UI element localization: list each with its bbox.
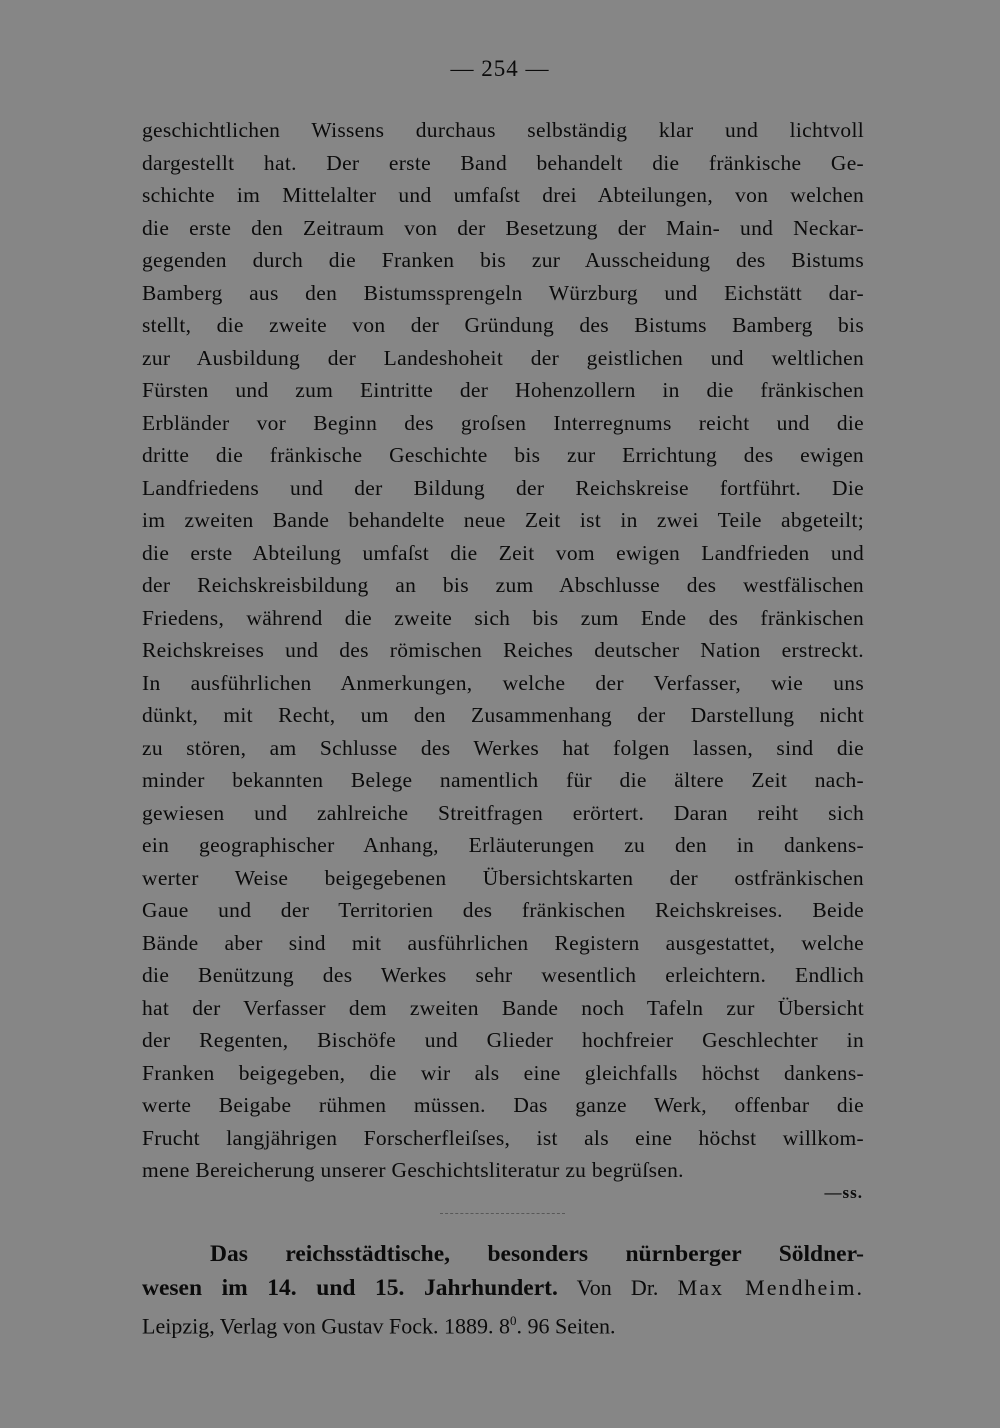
text-line: Friedens, während die zweite sich bis zum Ende des fränkischen (142, 605, 864, 630)
text-line-last: mene Bereicherung unserer Geschichtsliteratur zu begrüſsen. (142, 1158, 684, 1182)
book-title-line-1: Das reichsstädtische, besonders nürnberger Söldner- (210, 1241, 864, 1267)
page-count: . 96 Seiten. (516, 1313, 616, 1339)
publication-info: Leipzig, Verlag von Gustav Fock. 1889. 8 (142, 1313, 511, 1339)
book-title-bold: wesen im 14. und 15. Jahrhundert. (142, 1275, 558, 1301)
text-line: Frucht langjährigen Forscherfleiſses, ist als eine höchst willkom- (142, 1125, 864, 1150)
text-line: Bamberg aus den Bistumssprengeln Würzburg und Eichstätt dar- (142, 280, 864, 305)
text-line: Franken beigegeben, die wir als eine gleichfalls höchst dankens- (142, 1060, 864, 1085)
text-line: der Regenten, Bischöfe und Glieder hochfreier Geschlechter in (142, 1028, 864, 1052)
text-line: die erste Abteilung umfaſst die Zeit vom ewigen Landfrieden und (142, 540, 864, 565)
text-line: im zweiten Bande behandelte neue Zeit ist in zwei Teile abgeteilt; (142, 508, 864, 532)
text-line: werter Weise beigegebenen Übersichtskarten der ostfränkischen (142, 865, 864, 890)
reviewer-signature: —ss. (824, 1183, 863, 1202)
text-line: Landfriedens und der Bildung der Reichskreise fortführt. Die (142, 475, 864, 500)
author-prefix: Von Dr. (576, 1275, 659, 1300)
text-line: geschichtlichen Wissens durchaus selbständig klar und lichtvoll (142, 118, 864, 142)
text-line: der Reichskreisbildung an bis zum Abschlusse des westfälischen (142, 573, 864, 597)
text-line: die Benützung des Werkes sehr wesentlich erleichtern. Endlich (142, 963, 864, 987)
text-line: Fürsten und zum Eintritte der Hohenzollern in die fränkischen (142, 378, 864, 402)
text-line: dritte die fränkische Geschichte bis zur Errichtung des ewigen (142, 443, 864, 467)
text-line: dargestellt hat. Der erste Band behandelt die fränkische Ge- (142, 150, 864, 175)
text-line: stellt, die zweite von der Gründung des Bistums Bamberg bis (142, 313, 864, 337)
review-body-text (142, 114, 864, 1187)
text-line: hat der Verfasser dem zweiten Bande noch Tafeln zur Übersicht (142, 995, 864, 1020)
text-line: Bände aber sind mit ausführlichen Registern ausgestattet, welche (142, 930, 864, 955)
page-number: — 254 — (450, 56, 550, 81)
text-line: minder bekannten Belege namentlich für die ältere Zeit nach- (142, 768, 864, 792)
text-line: schichte im Mittelalter und umfaſst drei Abteilungen, von welchen (142, 183, 864, 207)
author-name: Max Mendheim. (677, 1275, 865, 1300)
text-line: Gaue und der Territorien des fränkischen Reichskreises. Beide (142, 898, 864, 922)
text-line: zur Ausbildung der Landeshoheit der geistlichen und weltlichen (142, 345, 864, 370)
text-line: Erbländer vor Beginn des groſsen Interregnums reicht und die (142, 410, 864, 435)
text-line: Reichskreises und des römischen Reiches deutscher Nation erstreckt. (142, 638, 864, 662)
text-line: zu stören, am Schlusse des Werkes hat folgen lassen, sind die (142, 735, 864, 760)
format-superscript: 0 (510, 1313, 517, 1328)
text-line: dünkt, mit Recht, um den Zusammenhang der Darstellung nicht (142, 703, 864, 727)
text-line: gegenden durch die Franken bis zur Ausscheidung des Bistums (142, 248, 864, 272)
text-line: die erste den Zeitraum von der Besetzung der Main- und Neckar- (142, 215, 864, 240)
text-line: In ausführlichen Anmerkungen, welche der Verfasser, wie uns (142, 670, 864, 695)
text-line: gewiesen und zahlreiche Streitfragen erörtert. Daran reiht sich (142, 800, 864, 825)
text-line: werte Beigabe rühmen müssen. Das ganze Werk, offenbar die (142, 1093, 864, 1117)
publication-line (142, 1304, 864, 1337)
text-line: ein geographischer Anhang, Erläuterungen zu den in dankens- (142, 833, 864, 857)
section-divider (440, 1213, 565, 1214)
book-title-line-2 (142, 1271, 864, 1304)
book-review-heading (142, 1238, 864, 1337)
